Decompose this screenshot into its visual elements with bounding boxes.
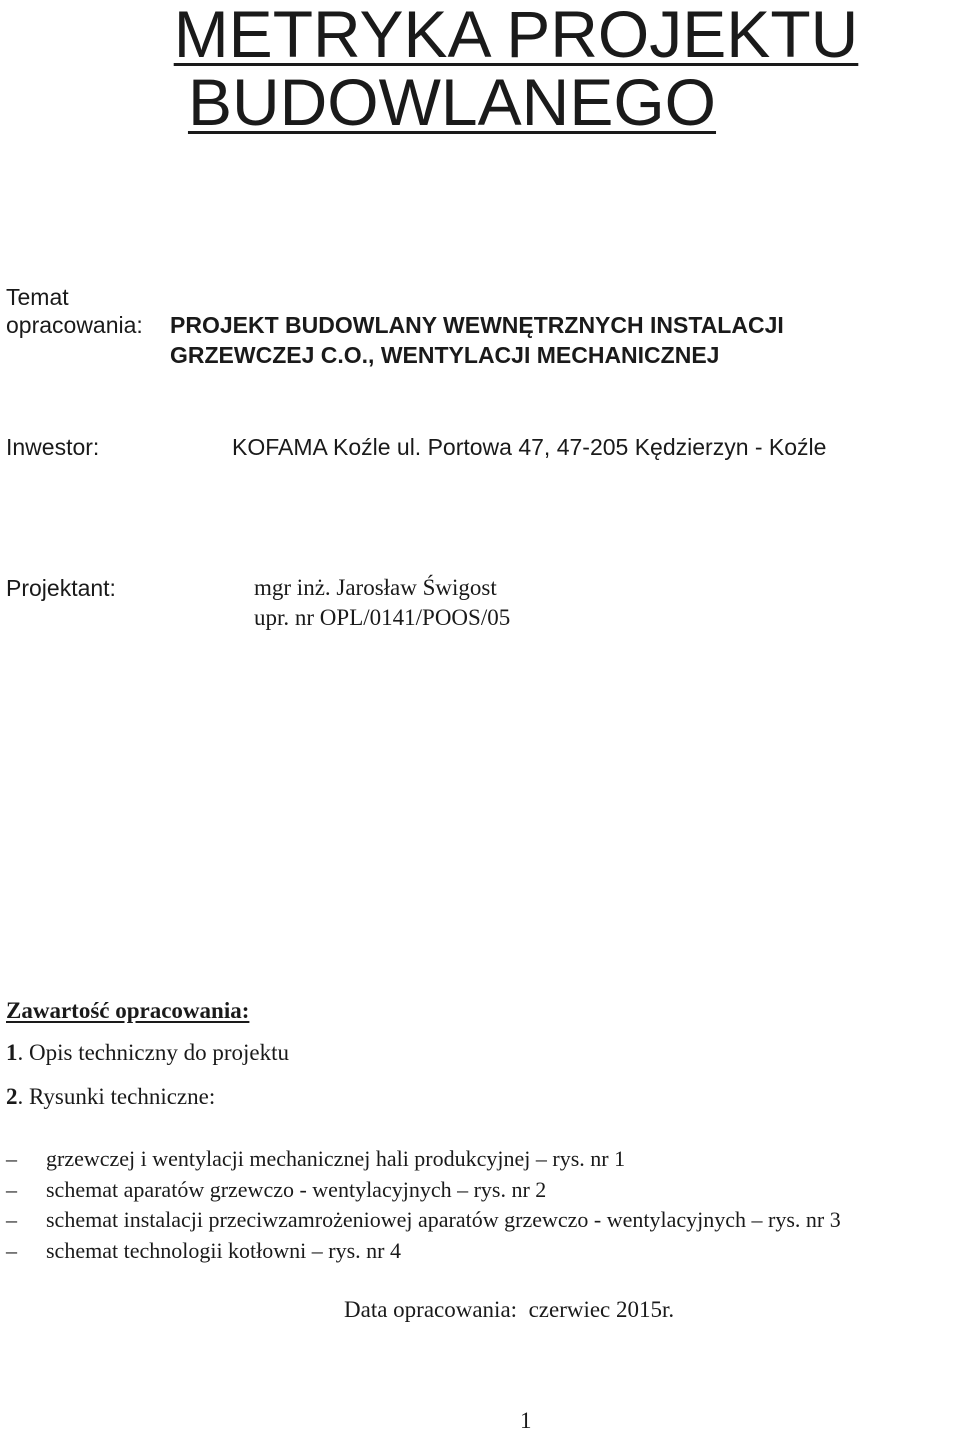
projektant-license: upr. nr OPL/0141/POOS/05: [254, 605, 511, 630]
contents-item-1-number: 1: [6, 1040, 18, 1065]
document-title-line-2: BUDOWLANEGO: [187, 65, 717, 139]
inwestor-value: KOFAMA Koźle ul. Portowa 47, 47-205 Kędzierzyn - Koźle: [232, 434, 827, 460]
contents-item-1: [6, 1040, 289, 1066]
drawing-list-item-text: schemat aparatów grzewczo - wentylacyjnych – rys. nr 2: [46, 1177, 547, 1202]
inwestor-label: Inwestor:: [6, 434, 100, 460]
dash-bullet: –: [6, 1207, 17, 1232]
date-line: [344, 1297, 674, 1323]
contents-item-2-text: . Rysunki techniczne:: [17, 1084, 216, 1109]
drawing-list-item-text: grzewczej i wentylacji mechanicznej hali produkcyjnej – rys. nr 1: [46, 1146, 626, 1171]
page-number: 1: [520, 1408, 532, 1433]
temat-value-line-1: PROJEKT BUDOWLANY WEWNĘTRZNYCH INSTALACJI: [170, 312, 784, 338]
contents-item-1-text: . Opis techniczny do projektu: [17, 1040, 289, 1065]
temat-value-line-2: GRZEWCZEJ C.O., WENTYLACJI MECHANICZNEJ: [170, 342, 720, 368]
dash-bullet: –: [6, 1238, 17, 1263]
drawing-list-item-text: schemat technologii kotłowni – rys. nr 4: [46, 1238, 401, 1263]
drawing-list-item-text: schemat instalacji przeciwzamrożeniowej aparatów grzewczo - wentylacyjnych – rys. nr 3: [46, 1207, 841, 1232]
dash-bullet: –: [6, 1146, 17, 1171]
contents-heading: Zawartość opracowania:: [6, 998, 250, 1023]
projektant-name: mgr inż. Jarosław Świgost: [254, 575, 497, 600]
date-label: Data opracowania:: [344, 1297, 518, 1322]
temat-label-line-2: opracowania:: [6, 312, 143, 338]
temat-label-line-1: Temat: [6, 284, 69, 310]
document-title-line-1: METRYKA PROJEKTU: [173, 0, 859, 71]
contents-item-2-number: 2: [6, 1084, 18, 1109]
contents-item-2: [6, 1084, 215, 1110]
date-value: czerwiec 2015r.: [528, 1297, 675, 1322]
dash-bullet: –: [6, 1177, 17, 1202]
projektant-label: Projektant:: [6, 575, 116, 601]
